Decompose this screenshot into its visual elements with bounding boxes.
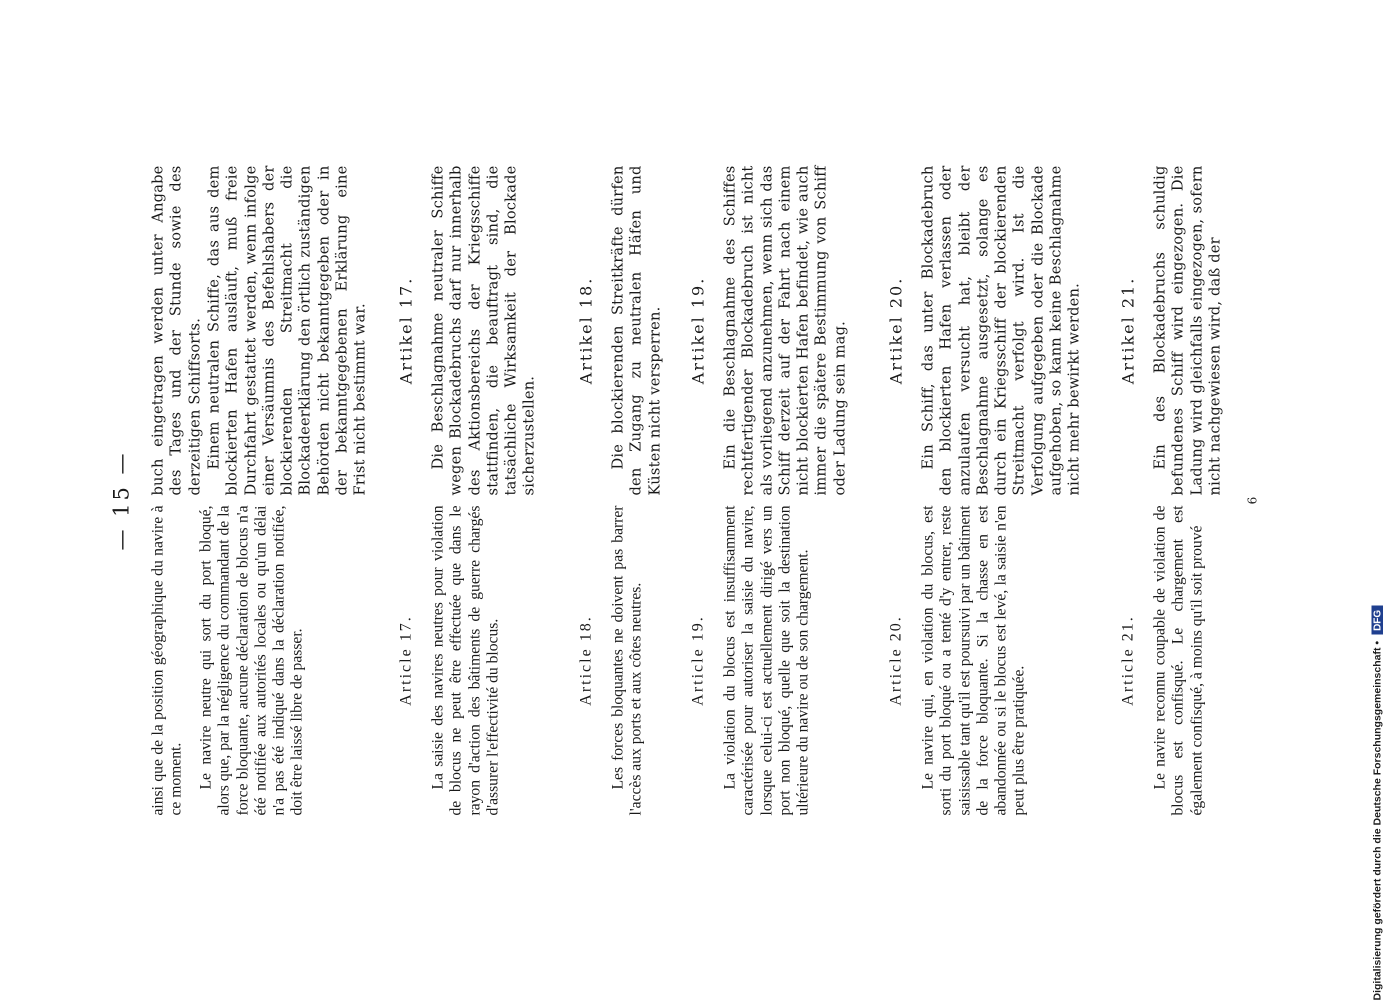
fr-heading-article-18: Article 18.	[578, 506, 596, 816]
fr-continuation-paragraph: ainsi que de la position géographique du navire à ce moment.	[150, 506, 187, 816]
de-continuation-paragraph: buch eingetragen werden unter Angabe des Tages und der Stunde sowie des derzeitigen Schiffsorts.	[150, 166, 205, 496]
page-number: — 15 —	[110, 1, 134, 1001]
fr-paragraph-article-20: Le navire qui, en violation du blocus, est sorti du port bloqué ou a tenté d'y entrer, reste saisissable tant qu'il est poursuivi par un bâtiment de la force bloquante. Si la chasse en est abandonnée ou si le blocus est levé, la saisie n'en peut plus être pratiquée.	[920, 506, 1030, 816]
sheet-signature: 6	[1246, 1, 1260, 1001]
de-heading-artikel-21: Artikel 21.	[1120, 166, 1138, 496]
fr-paragraph-article-17: La saisie des navires neutres pour violation de blocus ne peut être effectuée que dans le rayon d'action des bâtiments de guerre chargés d'assurer l'effectivité du blocus.	[430, 506, 503, 816]
de-paragraph-artikel-17: Die Beschlagnahme neutraler Schiffe wegen Blockadebruchs darf nur innerhalb des Aktionsbereichs der Kriegsschiffe stattfinden, die beauftragt sind, die tatsächliche Wirksamkeit der Blockade sicherzustellen.	[430, 166, 540, 496]
rotated-page-content	[0, 1, 1383, 1001]
fr-paragraph-article-19: La violation du blocus est insuffisamment caractérisée pour autoriser la saisie du navire, lorsque celui-ci est actuellement dirigé vers un port non bloqué, quelle que soit la destination ultérieure du navire ou de son chargement.	[722, 506, 813, 816]
fr-paragraph-article-16-end: Le navire neutre qui sort du port bloqué, alors que, par la négligence du commandant de la force bloquante, aucune déclaration de blocus n'a été notifiée aux autorités locales ou qu'un délai n'a pas été indiqué dans la déclaration notifiée, doit être laissé libre de passer.	[198, 506, 308, 816]
fr-heading-article-19: Article 19.	[690, 506, 708, 816]
fr-heading-article-21: Article 21.	[1120, 506, 1138, 816]
de-paragraph-artikel-21: Ein des Blockadebruchs schuldig befundenes Schiff wird eingezogen. Die Ladung wird gleichfalls eingezogen, sofern nicht nachgewiesen wird, daß der	[1152, 166, 1225, 496]
de-paragraph-artikel-18: Die blockierenden Streitkräfte dürfen den Zugang zu neutralen Häfen und Küsten nicht versperren.	[610, 166, 665, 496]
funding-note-text: Digitalisierung gefördert durch die Deutsche Forschungsgemeinschaft •	[1372, 641, 1383, 1001]
de-heading-artikel-17: Artikel 17.	[398, 166, 416, 496]
fr-heading-article-20: Article 20.	[888, 506, 906, 816]
fr-paragraph-article-21: Le navire reconnu coupable de violation de blocus est confisqué. Le chargement est également confisqué, à moins qu'il soit prouvé	[1152, 506, 1207, 816]
funding-note	[1372, 1, 1383, 1001]
de-paragraph-artikel-20: Ein Schiff, das unter Blockadebruch den blockierten Hafen verlassen oder anzulaufen versucht hat, bleibt der Beschlagnahme ausgesetzt, solange es durch ein Kriegsschiff der blockierenden Streitmacht verfolgt wird. Ist die Verfolgung aufgegeben oder die Blockade aufgehoben, so kann keine Beschlagnahme nicht mehr bewirkt werden.	[920, 166, 1085, 496]
fr-paragraph-article-18: Les forces bloquantes ne doivent pas barrer l'accès aux ports et aux côtes neutres.	[610, 506, 647, 816]
dfg-logo: DFG	[1372, 606, 1383, 635]
fr-heading-article-17: Article 17.	[398, 506, 416, 816]
de-paragraph-artikel-19: Ein die Beschlagnahme des Schiffes rechtfertigender Blockadebruch ist nicht als vorliegend anzunehmen, wenn sich das Schiff derzeit auf der Fahrt nach einem nicht blockierten Hafen befindet, wie auch immer die spätere Bestimmung von Schiff oder Ladung sein mag.	[722, 166, 850, 496]
de-heading-artikel-20: Artikel 20.	[888, 166, 906, 496]
de-heading-artikel-19: Artikel 19.	[690, 166, 708, 496]
de-paragraph-artikel-16-end: Einem neutralen Schiffe, das aus dem blockierten Hafen ausläuft, muß freie Durchfahrt gestattet werden, wenn infolge einer Versäumnis des Befehlshabers der blockierenden Streitmacht die Blockadeerklärung den örtlich zuständigen Behörden nicht bekanntgegeben oder in der bekanntgegebenen Erklärung eine Frist nicht bestimmt war.	[206, 166, 371, 496]
de-heading-artikel-18: Artikel 18.	[578, 166, 596, 496]
